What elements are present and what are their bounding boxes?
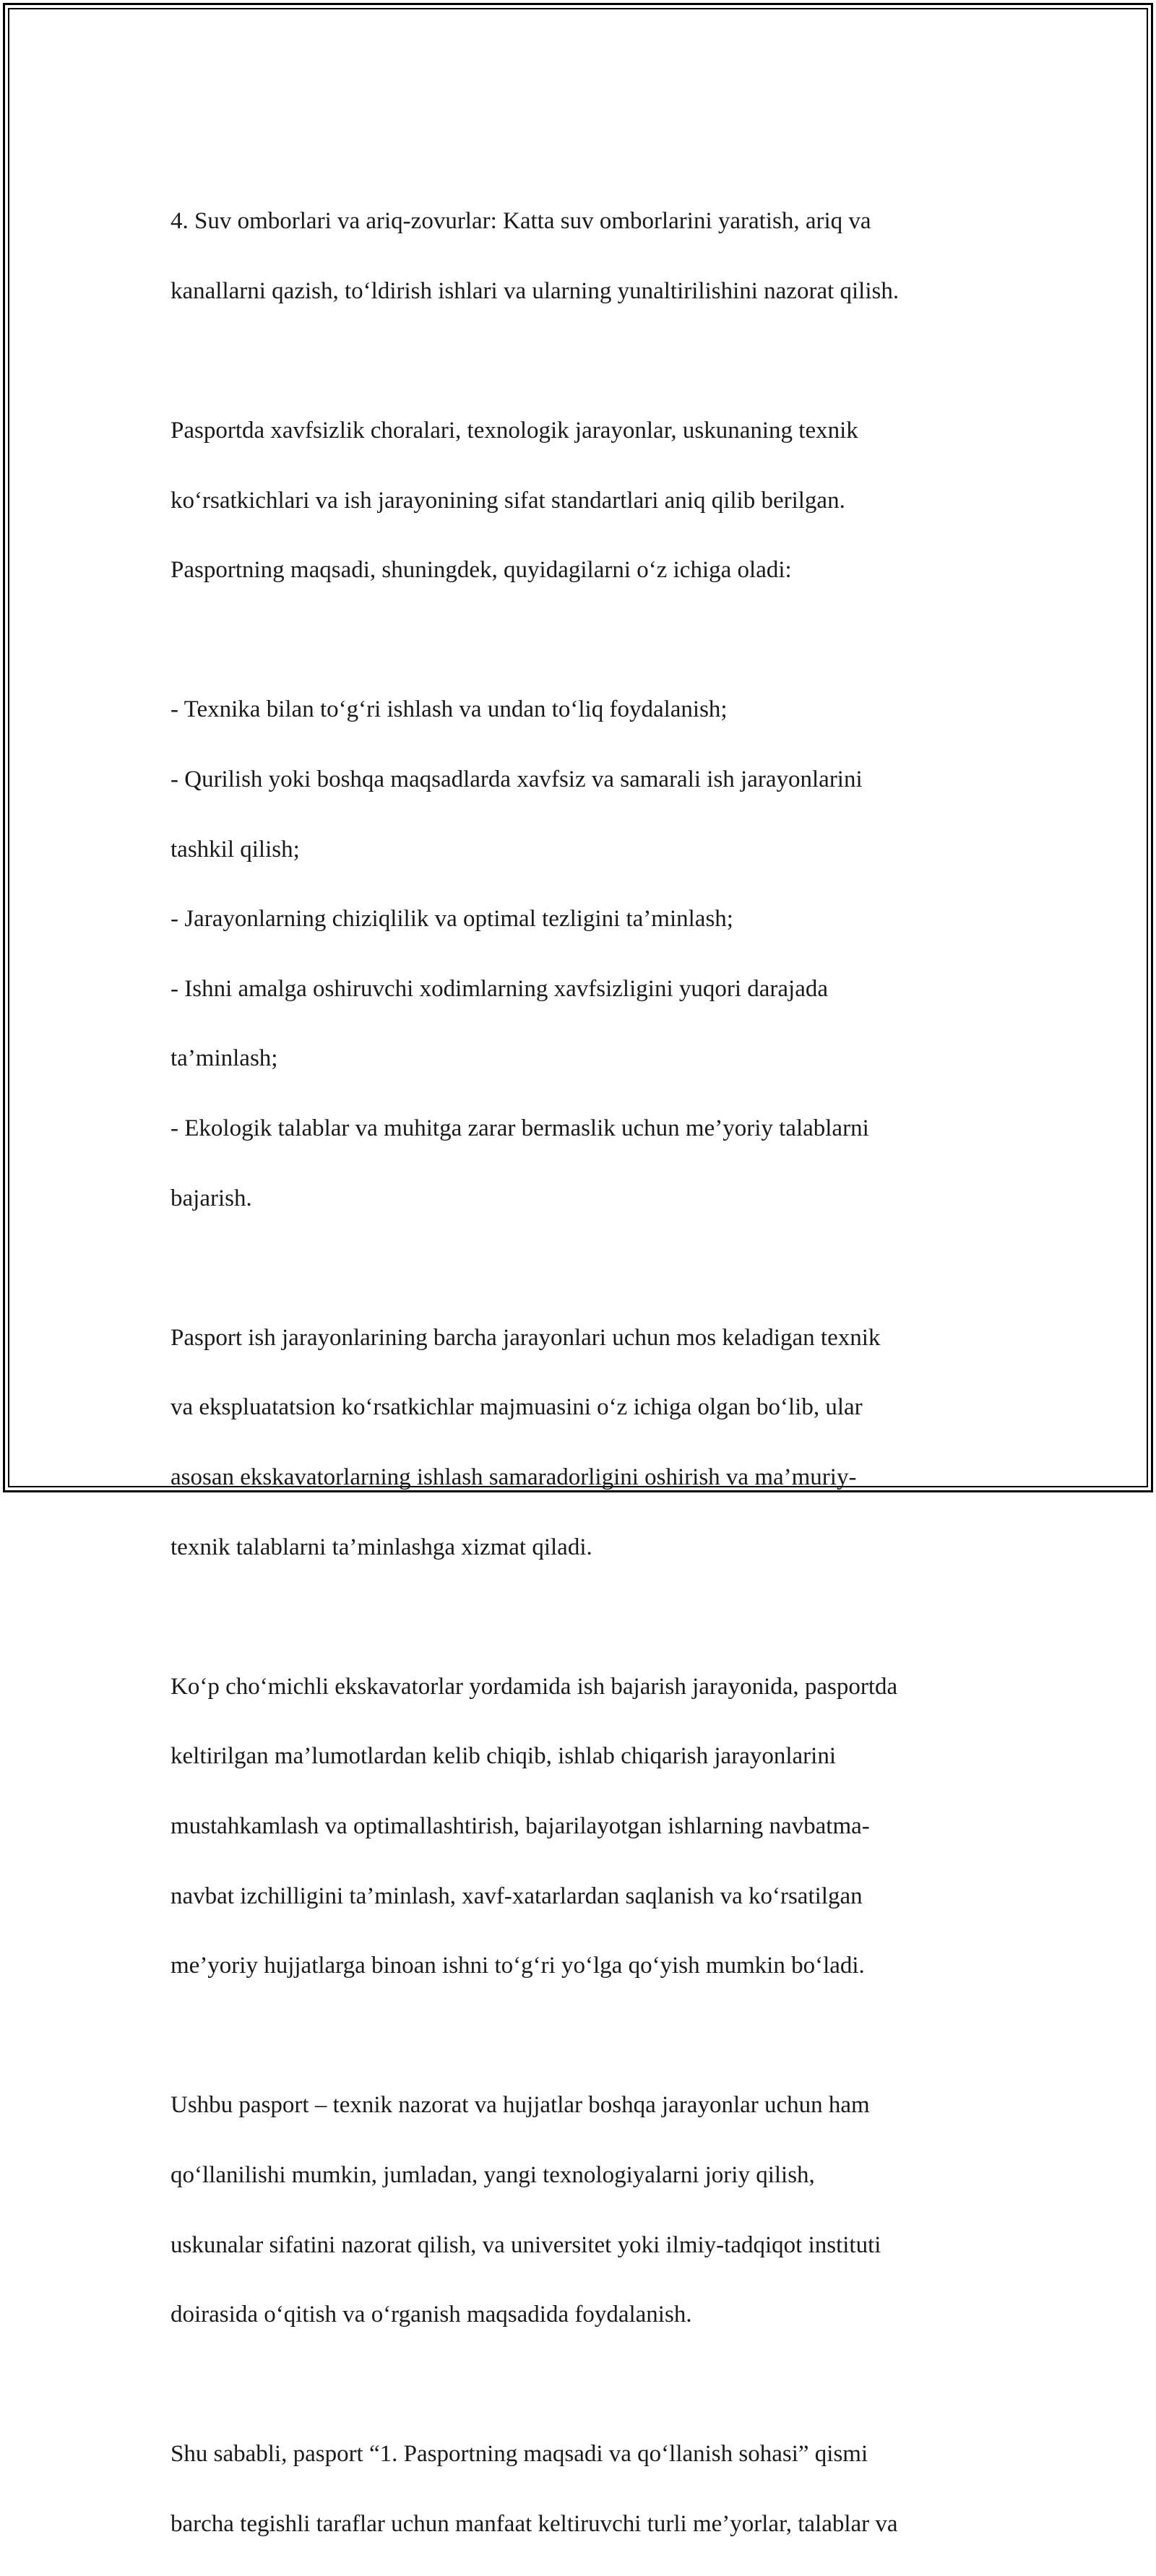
text-line: texnik talablarni ta’minlashga xizmat qiladi. bbox=[171, 1534, 592, 1560]
text-line: Pasport ish jarayonlarining barcha jarayonlari uchun mos keladigan texnik bbox=[171, 1324, 881, 1351]
text-line: Pasportda xavfsizlik choralari, texnologik jarayonlar, uskunaning texnik bbox=[171, 418, 858, 444]
text-line: keltirilgan ma’lumotlardan kelib chiqib, ishlab chiqarish jarayonlarini bbox=[171, 1743, 836, 1770]
text-line: Ko‘p cho‘michli ekskavatorlar yordamida ish bajarish jarayonida, pasportda bbox=[171, 1673, 898, 1700]
text-line: Ushbu pasport – texnik nazorat va hujjatlar boshqa jarayonlar uchun ham bbox=[171, 2092, 870, 2119]
text-line: qo‘llanilishi mumkin, jumladan, yangi texnologiyalarni joriy qilish, bbox=[171, 2161, 815, 2188]
document-body bbox=[171, 169, 987, 2576]
text-line: navbat izchilligini ta’minlash, xavf-xatarlardan saqlanish va ko‘rsatilgan bbox=[171, 1883, 863, 1909]
paragraph-water-reservoirs bbox=[171, 169, 987, 343]
text-line: me’yoriy hujjatlarga binoan ishni to‘g‘ri yo‘lga qo‘yish mumkin bo‘ladi. bbox=[171, 1953, 865, 1979]
paragraph-purpose-list bbox=[171, 657, 987, 1250]
text-line: ko‘rsatkichlari va ish jarayonining sifat standartlari aniq qilib berilgan. bbox=[171, 487, 845, 514]
text-line: mustahkamlash va optimallashtirish, bajarilayotgan ishlarning navbatma- bbox=[171, 1812, 870, 1839]
list-item-continuation: bajarish. bbox=[171, 1185, 252, 1211]
paragraph-technical-indicators bbox=[171, 1286, 987, 1600]
text-line: asosan ekskavatorlarning ishlash samaradorligini oshirish va ma’muriy- bbox=[171, 1464, 857, 1490]
text-line: va ekspluatatsion ko‘rsatkichlar majmuasini o‘z ichiga olgan bo‘lib, ular bbox=[171, 1394, 863, 1421]
list-item-continuation: tashkil qilish; bbox=[171, 836, 300, 863]
text-line: uskunalar sifatini nazorat qilish, va universitet yoki ilmiy-tadqiqot instituti bbox=[171, 2231, 881, 2258]
paragraph-excavator-work bbox=[171, 1634, 987, 2018]
list-item: - Ekologik talablar va muhitga zarar bermaslik uchun me’yoriy talablarni bbox=[171, 1115, 869, 1142]
paragraph-conclusion bbox=[171, 2402, 987, 2576]
text-line: kanallarni qazish, to‘ldirish ishlari va ularning yunaltirilishini nazorat qilish. bbox=[171, 277, 900, 304]
list-item: - Qurilish yoki boshqa maqsadlarda xavfsiz va samarali ish jarayonlarini bbox=[171, 766, 863, 793]
list-item: - Texnika bilan to‘g‘ri ishlash va undan to‘liq foydalanish; bbox=[171, 696, 728, 723]
text-line: Shu sababli, pasport “1. Pasportning maqsadi va qo‘llanish sohasi” qismi bbox=[171, 2441, 868, 2468]
list-item: - Ishni amalga oshiruvchi xodimlarning xavfsizligini yuqori darajada bbox=[171, 975, 829, 1002]
text-line: Pasportning maqsadi, shuningdek, quyidagilarni o‘z ichiga oladi: bbox=[171, 557, 792, 584]
paragraph-passport-contents bbox=[171, 379, 987, 623]
text-line: barcha tegishli taraflar uchun manfaat keltiruvchi turli me’yorlar, talablar va bbox=[171, 2510, 898, 2537]
list-item: - Jarayonlarning chiziqlilik va optimal tezligini ta’minlash; bbox=[171, 906, 733, 933]
list-item-continuation: ta’minlash; bbox=[171, 1045, 278, 1072]
paragraph-passport-usage bbox=[171, 2053, 987, 2367]
text-line: doirasida o‘qitish va o‘rganish maqsadida foydalanish. bbox=[171, 2301, 692, 2328]
text-line: 4. Suv omborlari va ariq-zovurlar: Katta suv omborlarini yaratish, ariq va bbox=[171, 208, 871, 235]
